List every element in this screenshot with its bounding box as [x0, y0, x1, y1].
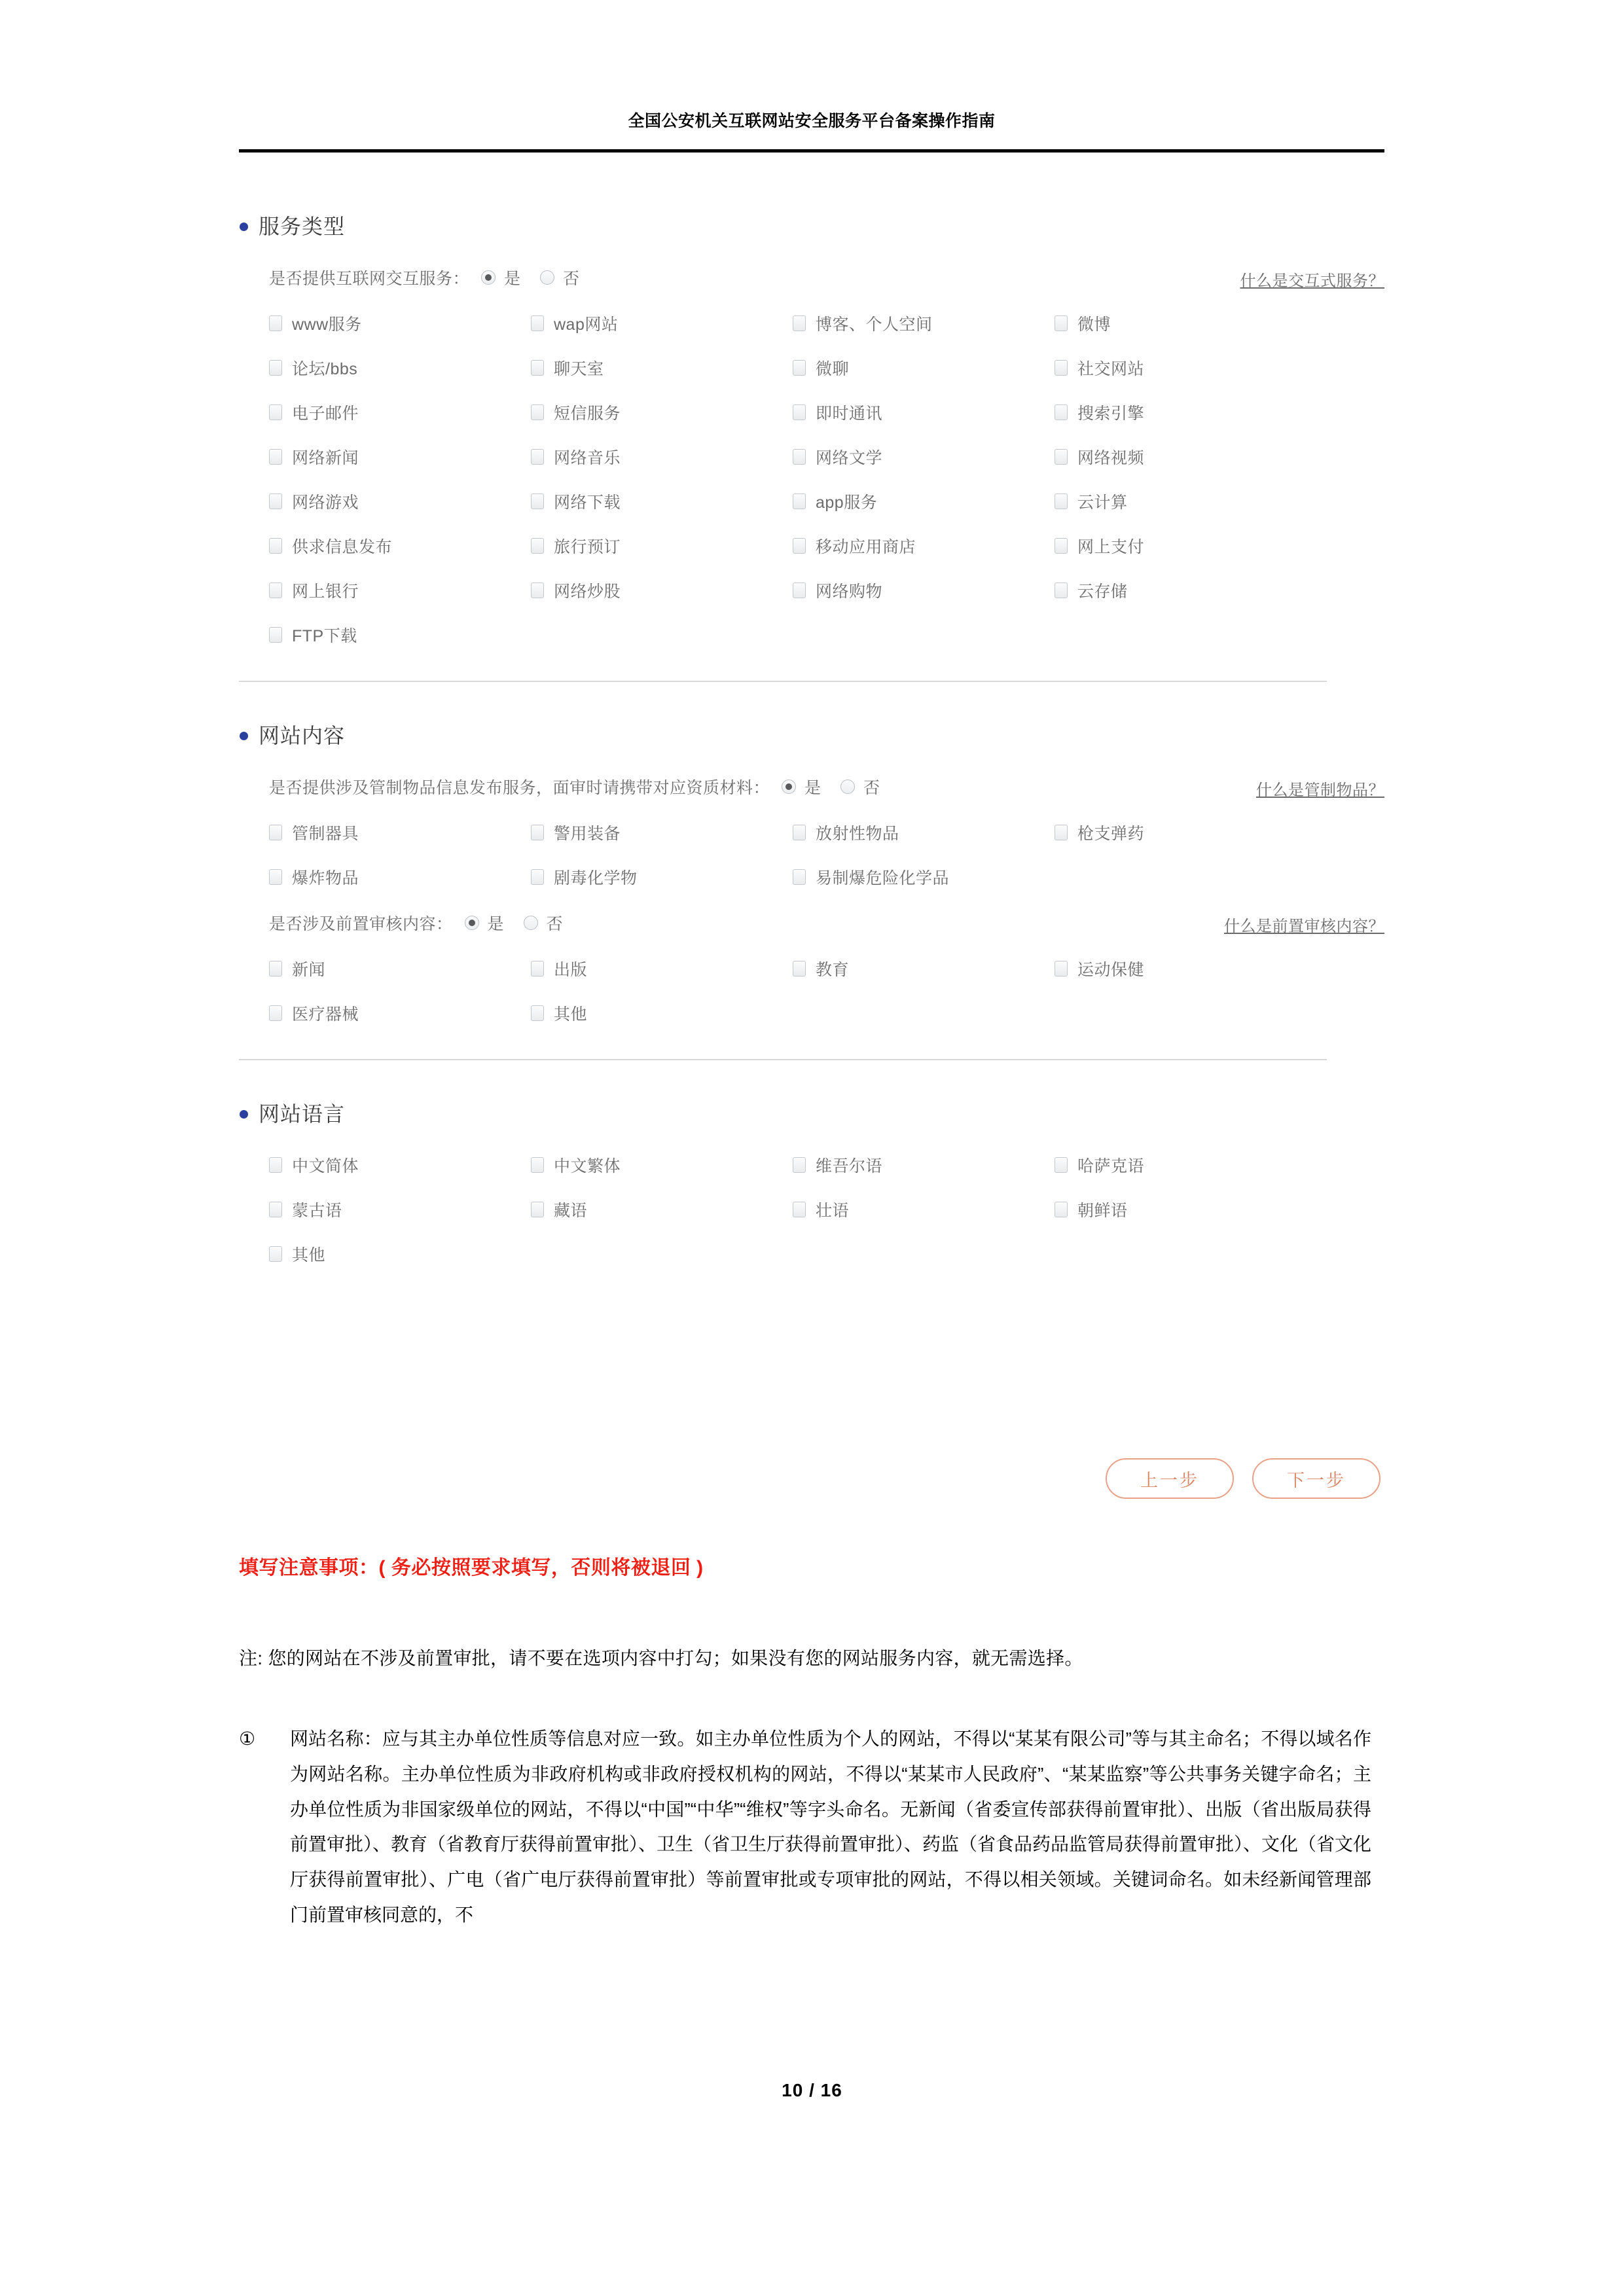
radio-selected-icon[interactable] [782, 780, 796, 794]
checkbox-item[interactable] [531, 534, 793, 558]
document-header [239, 111, 1384, 131]
bullet-dot-icon [240, 1110, 248, 1119]
radio-option-no[interactable] [524, 911, 563, 935]
radio-option-yes[interactable] [465, 911, 504, 935]
radio-label-no: 否 [546, 915, 563, 933]
checkbox-icon[interactable] [793, 315, 806, 331]
checkbox-item[interactable] [531, 445, 793, 469]
question-label-controlled-goods: 是否提供涉及管制物品信息发布服务，面审时请携带对应资质材料： [269, 779, 770, 797]
checkbox-item[interactable] [269, 865, 531, 889]
checkbox-item[interactable] [531, 490, 793, 513]
checkbox-item[interactable] [269, 445, 531, 469]
checkbox-label: 易制爆危险化学品 [816, 869, 950, 888]
checkbox-grid-service-type [269, 312, 1384, 647]
checkbox-item[interactable] [531, 1001, 793, 1025]
checkbox-label: 社交网站 [1077, 360, 1145, 378]
checkbox-label: 蒙古语 [292, 1202, 342, 1220]
checkbox-item[interactable] [793, 1198, 1055, 1221]
checkbox-icon[interactable] [269, 1202, 282, 1217]
radio-option-yes[interactable] [782, 775, 821, 798]
checkbox-label: app服务 [816, 493, 878, 512]
checkbox-icon[interactable] [793, 493, 806, 509]
checkbox-icon[interactable] [793, 961, 806, 977]
section-site-language [239, 1103, 1384, 1268]
checkbox-item[interactable] [269, 957, 531, 980]
checkbox-label: 其他 [554, 1005, 588, 1024]
section-site-content [239, 725, 1384, 1063]
section-service-type [239, 216, 1384, 685]
checkbox-icon[interactable] [1055, 404, 1068, 420]
checkbox-item[interactable] [269, 1198, 531, 1221]
checkbox-item[interactable] [269, 623, 531, 647]
checkbox-icon[interactable] [793, 583, 806, 598]
numbered-item-marker: ① [239, 1729, 256, 1749]
checkbox-item[interactable] [793, 534, 1055, 558]
checkbox-item[interactable] [531, 865, 793, 889]
checkbox-item[interactable] [1055, 821, 1316, 844]
question-row-preapproval [269, 911, 1384, 935]
checkbox-item[interactable] [269, 1153, 531, 1177]
previous-step-button[interactable]: 上一步 [1106, 1458, 1234, 1499]
question-row-interactive-service [269, 266, 1384, 289]
radio-group-interactive-service[interactable] [481, 266, 579, 289]
header-divider-rule [239, 149, 1384, 152]
checkbox-item[interactable] [531, 356, 793, 380]
radio-label-no: 否 [563, 270, 580, 288]
bullet-dot-icon [240, 223, 248, 231]
radio-selected-icon[interactable] [465, 916, 479, 930]
help-link-interactive-service[interactable]: 什么是交互式服务？ [1240, 272, 1384, 290]
notice-heading: 填写注意事项：( 务必按照要求填写，否则将被退回 ) [239, 1557, 704, 1579]
checkbox-item[interactable] [1055, 445, 1316, 469]
next-step-button[interactable]: 下一步 [1252, 1458, 1380, 1499]
checkbox-item[interactable] [793, 490, 1055, 513]
checkbox-icon[interactable] [269, 360, 282, 376]
checkbox-icon[interactable] [1055, 583, 1068, 598]
checkbox-item[interactable] [793, 445, 1055, 469]
checkbox-item[interactable] [531, 957, 793, 980]
checkbox-icon[interactable] [269, 627, 282, 643]
checkbox-label: 网络文学 [816, 449, 883, 467]
checkbox-item[interactable] [793, 312, 1055, 335]
section-title-service-type: 服务类型 [259, 215, 346, 238]
checkbox-label: 出版 [554, 961, 588, 979]
checkbox-icon[interactable] [269, 449, 282, 465]
radio-option-no[interactable] [840, 775, 880, 798]
checkbox-icon[interactable] [1055, 360, 1068, 376]
checkbox-item[interactable] [793, 401, 1055, 424]
document-title: 全国公安机关互联网站安全服务平台备案操作指南 [628, 112, 996, 130]
section-header-site-language [240, 1103, 1384, 1124]
checkbox-icon[interactable] [269, 315, 282, 331]
checkbox-item[interactable] [1055, 401, 1316, 424]
checkbox-label: 网上银行 [292, 583, 359, 601]
checkbox-label: 枪支弹药 [1077, 825, 1145, 843]
section-title-site-language: 网站语言 [259, 1102, 346, 1126]
checkbox-icon[interactable] [531, 538, 544, 554]
checkbox-icon[interactable] [269, 583, 282, 598]
checkbox-icon[interactable] [793, 449, 806, 465]
checkbox-item[interactable] [793, 957, 1055, 980]
checkbox-icon[interactable] [531, 825, 544, 840]
checkbox-label: 聊天室 [554, 360, 604, 378]
checkbox-icon[interactable] [793, 538, 806, 554]
checkbox-icon[interactable] [269, 1246, 282, 1262]
question-row-controlled-goods [269, 775, 1384, 798]
checkbox-label: 藏语 [554, 1202, 588, 1220]
checkbox-grid-controlled-goods [269, 821, 1384, 889]
checkbox-icon[interactable] [793, 360, 806, 376]
checkbox-icon[interactable] [269, 538, 282, 554]
help-link-preapproval[interactable]: 什么是前置审核内容？ [1224, 918, 1384, 935]
checkbox-item[interactable] [1055, 534, 1316, 558]
question-label-interactive-service: 是否提供互联网交互服务： [269, 270, 470, 288]
checkbox-label: FTP下载 [292, 627, 357, 645]
section-divider [239, 681, 1327, 682]
checkbox-icon[interactable] [531, 1202, 544, 1217]
radio-unselected-icon[interactable] [540, 270, 554, 285]
numbered-item-text: 网站名称：应与其主办单位性质等信息对应一致。如主办单位性质为个人的网站，不得以“某某有限公司”等与其主命名；不得以域名作为网站名称。主办单位性质为非政府机构或非政府授权机构的网站，不得以“某某市人民政府”、“某某监察”等公共事务关键字命名；主办单位性质为非国家级单位的网站，不得以“中国”“中华”“维权”等字头命名。无新闻（省委宣传部获得前置审批）、出版（省出版局获得前置审批）、教育（省教育厅获得前置审批）、卫生（省卫生厅获得前置审批）、药监（省食品药品监管局获得前置审批）、文化（省文化厅获得前置审批）、广电（省广电厅获得前置审批）等前置审批或专项审批的网站，不得以相关领域。关键词命名。如未经新闻管理部门前置审核同意的，不 [290, 1729, 1372, 1925]
checkbox-label: 网络下载 [554, 493, 621, 512]
checkbox-item[interactable] [1055, 490, 1316, 513]
section-header-site-content [240, 725, 1384, 746]
checkbox-label: 壮语 [816, 1202, 850, 1220]
checkbox-label: 网络游戏 [292, 493, 359, 512]
checkbox-icon[interactable] [269, 961, 282, 977]
radio-option-no[interactable] [540, 266, 579, 289]
checkbox-item[interactable] [1055, 356, 1316, 380]
form-screenshot [239, 216, 1384, 1268]
checkbox-icon[interactable] [531, 961, 544, 977]
checkbox-item[interactable] [1055, 1153, 1316, 1177]
checkbox-label: 剧毒化学物 [554, 869, 638, 888]
checkbox-label: 微博 [1077, 315, 1111, 334]
checkbox-item[interactable] [793, 356, 1055, 380]
checkbox-item[interactable] [531, 821, 793, 844]
radio-group-preapproval[interactable] [465, 911, 563, 935]
checkbox-label: 云计算 [1077, 493, 1128, 512]
checkbox-label: 中文简体 [292, 1157, 359, 1175]
checkbox-label: 朝鲜语 [1077, 1202, 1128, 1220]
checkbox-icon[interactable] [531, 869, 544, 885]
checkbox-label: 教育 [816, 961, 850, 979]
checkbox-item[interactable] [269, 490, 531, 513]
checkbox-icon[interactable] [269, 1005, 282, 1021]
checkbox-icon[interactable] [531, 360, 544, 376]
bullet-dot-icon [240, 732, 248, 740]
checkbox-label: 网络新闻 [292, 449, 359, 467]
checkbox-label: 爆炸物品 [292, 869, 359, 888]
checkbox-item[interactable] [531, 312, 793, 335]
checkbox-label: 网络购物 [816, 583, 883, 601]
checkbox-item[interactable] [1055, 957, 1316, 980]
checkbox-label: wap网站 [554, 315, 619, 334]
radio-group-controlled-goods[interactable] [782, 775, 880, 798]
help-link-controlled-goods[interactable]: 什么是管制物品？ [1256, 781, 1384, 799]
checkbox-icon[interactable] [793, 404, 806, 420]
checkbox-item[interactable] [269, 579, 531, 602]
checkbox-label: www服务 [292, 315, 362, 334]
checkbox-item[interactable] [531, 1198, 793, 1221]
checkbox-label: 供求信息发布 [292, 538, 393, 556]
form-navigation-buttons [239, 1458, 1384, 1499]
checkbox-label: 新闻 [292, 961, 326, 979]
section-title-site-content: 网站内容 [259, 724, 346, 747]
checkbox-icon[interactable] [793, 869, 806, 885]
checkbox-item[interactable] [1055, 312, 1316, 335]
checkbox-icon[interactable] [531, 1157, 544, 1173]
radio-label-no: 否 [863, 779, 880, 797]
footer-page-number: 10 / 16 [782, 2080, 842, 2100]
checkbox-icon[interactable] [1055, 1157, 1068, 1173]
checkbox-label: 电子邮件 [292, 404, 359, 423]
checkbox-item[interactable] [531, 579, 793, 602]
checkbox-label: 论坛/bbs [292, 360, 358, 378]
checkbox-item[interactable] [793, 821, 1055, 844]
checkbox-icon[interactable] [793, 825, 806, 840]
checkbox-item[interactable] [531, 401, 793, 424]
numbered-item-1 [239, 1721, 1371, 1933]
checkbox-label: 旅行预订 [554, 538, 621, 556]
checkbox-label: 网络音乐 [554, 449, 621, 467]
radio-label-yes: 是 [804, 779, 821, 797]
spacer [239, 685, 1384, 725]
checkbox-item[interactable] [531, 1153, 793, 1177]
checkbox-item[interactable] [269, 356, 531, 380]
checkbox-label: 网络炒股 [554, 583, 621, 601]
checkbox-item[interactable] [1055, 1198, 1316, 1221]
checkbox-label: 运动保健 [1077, 961, 1145, 979]
radio-label-yes: 是 [487, 915, 504, 933]
checkbox-item[interactable] [269, 821, 531, 844]
checkbox-label: 警用装备 [554, 825, 621, 843]
checkbox-icon[interactable] [793, 1157, 806, 1173]
checkbox-icon[interactable] [531, 1005, 544, 1021]
checkbox-grid-site-language [269, 1153, 1384, 1266]
checkbox-icon[interactable] [531, 493, 544, 509]
checkbox-icon[interactable] [531, 404, 544, 420]
note-paragraph: 注: 您的网站在不涉及前置审批，请不要在选项内容中打勾；如果没有您的网站服务内容，就无需选择。 [239, 1648, 1083, 1668]
checkbox-label: 医疗器械 [292, 1005, 359, 1024]
grid-filler [1055, 865, 1316, 889]
checkbox-icon[interactable] [1055, 538, 1068, 554]
checkbox-label: 维吾尔语 [816, 1157, 883, 1175]
checkbox-label: 云存储 [1077, 583, 1128, 601]
checkbox-item[interactable] [1055, 579, 1316, 602]
checkbox-label: 搜索引擎 [1077, 404, 1145, 423]
checkbox-label: 放射性物品 [816, 825, 899, 843]
checkbox-icon[interactable] [269, 1157, 282, 1173]
checkbox-item[interactable] [269, 401, 531, 424]
radio-option-yes[interactable] [481, 266, 520, 289]
checkbox-label: 短信服务 [554, 404, 621, 423]
question-label-preapproval: 是否涉及前置审核内容： [269, 915, 453, 933]
checkbox-icon[interactable] [531, 583, 544, 598]
checkbox-label: 微聊 [816, 360, 850, 378]
checkbox-icon[interactable] [269, 825, 282, 840]
checkbox-item[interactable] [269, 1001, 531, 1025]
checkbox-grid-preapproval [269, 957, 1384, 1025]
checkbox-item[interactable] [269, 312, 531, 335]
checkbox-item[interactable] [793, 1153, 1055, 1177]
checkbox-icon[interactable] [531, 449, 544, 465]
checkbox-item[interactable] [269, 534, 531, 558]
checkbox-icon[interactable] [1055, 449, 1068, 465]
checkbox-label: 即时通讯 [816, 404, 883, 423]
radio-unselected-icon[interactable] [840, 780, 855, 794]
checkbox-label: 网上支付 [1077, 538, 1145, 556]
checkbox-icon[interactable] [269, 869, 282, 885]
checkbox-item[interactable] [793, 865, 1055, 889]
checkbox-icon[interactable] [1055, 825, 1068, 840]
checkbox-icon[interactable] [1055, 493, 1068, 509]
section-divider [239, 1059, 1327, 1060]
checkbox-label: 网络视频 [1077, 449, 1145, 467]
checkbox-label: 其他 [292, 1246, 326, 1265]
spacer [239, 1063, 1384, 1103]
radio-selected-icon[interactable] [481, 270, 496, 285]
checkbox-item[interactable] [269, 1242, 531, 1266]
checkbox-icon[interactable] [793, 1202, 806, 1217]
checkbox-label: 管制器具 [292, 825, 359, 843]
checkbox-icon[interactable] [1055, 315, 1068, 331]
checkbox-icon[interactable] [269, 404, 282, 420]
checkbox-icon[interactable] [1055, 961, 1068, 977]
checkbox-icon[interactable] [269, 493, 282, 509]
checkbox-item[interactable] [793, 579, 1055, 602]
radio-unselected-icon[interactable] [524, 916, 538, 930]
checkbox-icon[interactable] [1055, 1202, 1068, 1217]
checkbox-label: 博客、个人空间 [816, 315, 933, 334]
section-header-service-type [240, 216, 1384, 237]
radio-label-yes: 是 [504, 270, 521, 288]
checkbox-label: 哈萨克语 [1077, 1157, 1145, 1175]
checkbox-icon[interactable] [531, 315, 544, 331]
checkbox-label: 移动应用商店 [816, 538, 916, 556]
checkbox-label: 中文繁体 [554, 1157, 621, 1175]
